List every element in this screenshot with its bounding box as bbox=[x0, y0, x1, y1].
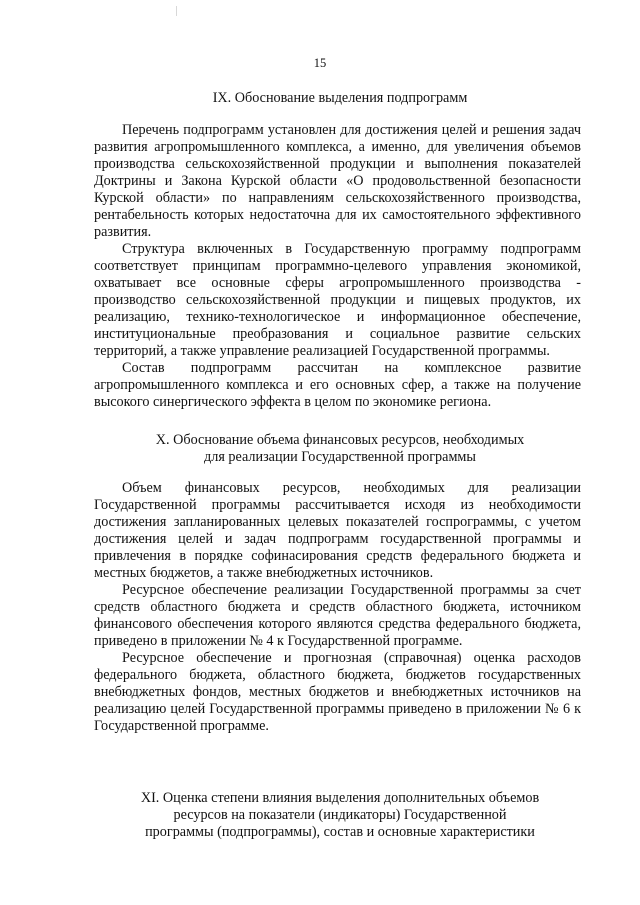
section-body-ix bbox=[94, 122, 581, 411]
section-heading-xi bbox=[100, 790, 580, 841]
section-body-x bbox=[94, 480, 581, 735]
scan-artifact bbox=[176, 6, 177, 16]
heading-line: программы (подпрограммы), состав и основные характеристики bbox=[145, 824, 535, 840]
heading-line: для реализации Государственной программы bbox=[204, 449, 476, 465]
paragraph: Ресурсное обеспечение и прогнозная (справочная) оценка расходов федерального бюджета, областного бюджета, бюджетов государственных внебюджетных фондов, местных бюджетов и внебюджетных источников на реализацию целей Государственной программы приведено в приложении № 6 к Государственной программе. bbox=[94, 650, 581, 734]
heading-line: ресурсов на показатели (индикаторы) Государственной bbox=[173, 807, 507, 823]
paragraph: Перечень подпрограмм установлен для достижения целей и решения задач развития агропромышленного комплекса, а именно, для увеличения объемов производства сельскохозяйственной продукции и выполнения показателей Доктрины и Закона Курской области «О продовольственной безопасности Курской области» по направлениям сельскохозяйственного производства, рентабельность которых недостаточна для их самостоятельного эффективного развития. bbox=[94, 122, 581, 240]
page-number: 15 bbox=[313, 56, 327, 70]
section-heading-ix: IX. Обоснование выделения подпрограмм bbox=[212, 90, 468, 106]
paragraph: Структура включенных в Государственную программу подпрограмм соответствует принципам программно-целевого управления экономикой, охватывает все основные сферы агропромышленного производства - производство сельскохозяйственной продукции и пищевых продуктов, их реализацию, технико-технологическое и информационное обеспечение, институциональные преобразования и социальное развитие сельских территорий, а также управление реализацией Государственной программы. bbox=[94, 241, 581, 359]
paragraph: Ресурсное обеспечение реализации Государственной программы за счет средств областного бюджета и средств областного бюджета, источником финансового обеспечения которого являются средства федерального бюджета, приведено в приложении № 4 к Государственной программе. bbox=[94, 582, 581, 649]
heading-line: XI. Оценка степени влияния выделения дополнительных объемов bbox=[140, 790, 540, 806]
paragraph: Состав подпрограмм рассчитан на комплексное развитие агропромышленного комплекса и его основных сфер, а также на получение высокого синергического эффекта в целом по экономике региона. bbox=[94, 360, 581, 410]
heading-line: Х. Обоснование объема финансовых ресурсов, необходимых bbox=[155, 432, 525, 448]
section-heading-x bbox=[100, 432, 580, 466]
paragraph: Объем финансовых ресурсов, необходимых для реализации Государственной программы рассчитывается исходя из необходимости достижения запланированных целевых показателей госпрограммы, с учетом достижения целей и задач подпрограмм государственной программы и привлечения в порядке софинасирования средств федерального бюджета и местных бюджетов, а также внебюджетных источников. bbox=[94, 480, 581, 581]
